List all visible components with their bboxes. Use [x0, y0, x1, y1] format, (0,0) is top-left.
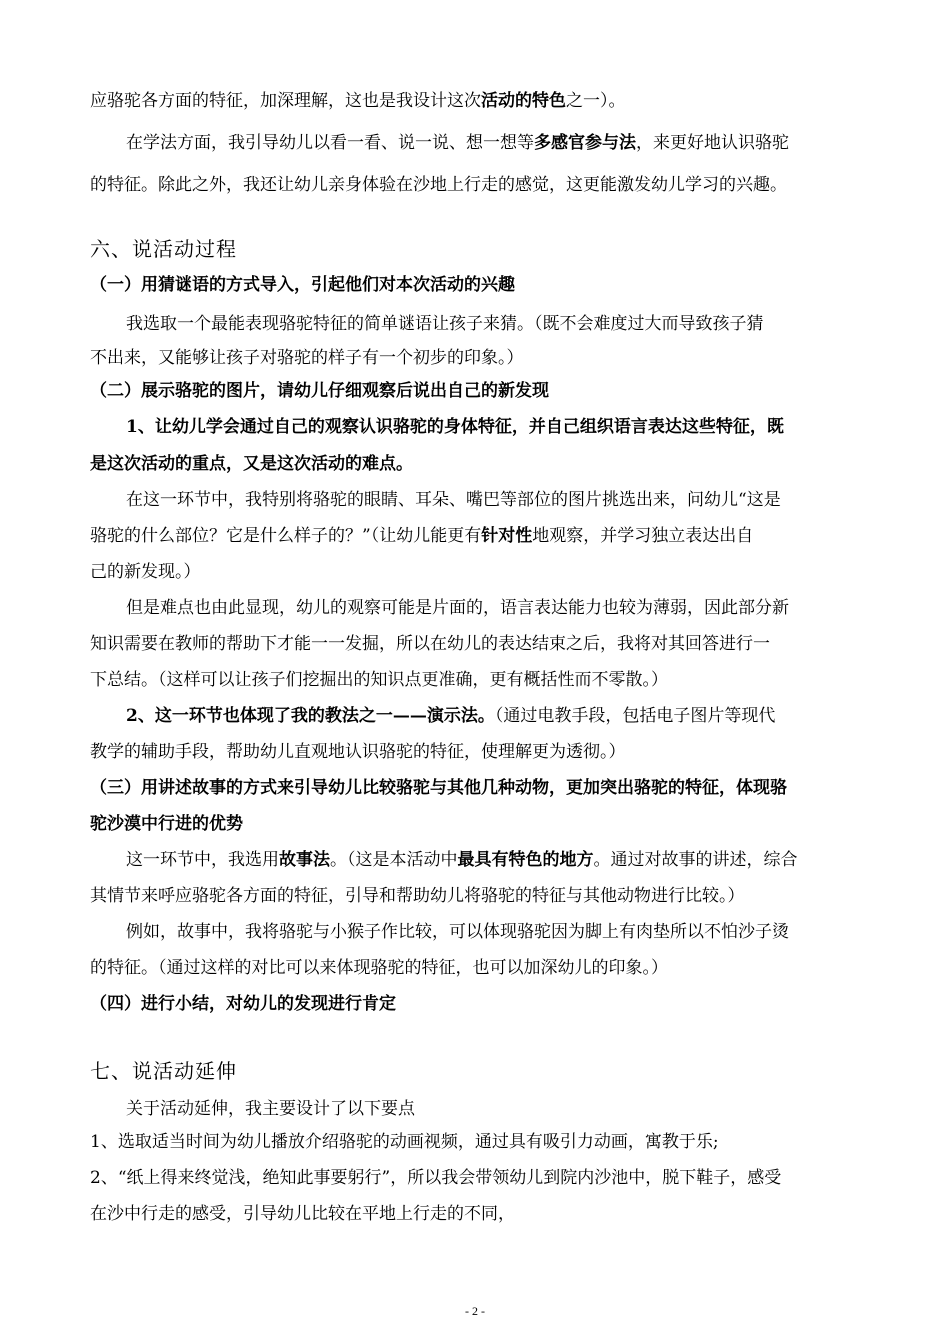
step-2-para-1-line-2 [90, 521, 870, 551]
step-2-para-1-line-3: 己的新发现。） [90, 562, 201, 582]
step-2-point-2-line-2: 教学的辅助手段，帮助幼儿直观地认识骆驼的特征，使理解更为透彻。） [90, 742, 626, 762]
section-7-heading: 七、说活动延伸 [90, 1059, 237, 1083]
study-method-line-1 [126, 128, 870, 158]
step-2-para-2-line-3: 下总结。（这样可以让孩子们挖掘出的知识点更准确，更有概括性而不零散。） [90, 670, 668, 690]
paragraph-method-end [90, 86, 870, 116]
bold-run: 2、这一环节也体现了我的教法之一——演示法。 [126, 706, 495, 726]
step-1-title: （一）用猜谜语的方式导入，引起他们对本次活动的兴趣 [90, 275, 515, 295]
step-1-text-line-2: 不出来，又能够让孩子对骆驼的样子有一个初步的印象。） [90, 348, 524, 368]
section-6-heading: 六、说活动过程 [90, 237, 237, 261]
step-3-para-2-line-1: 例如，故事中，我将骆驼与小猴子作比较，可以体现骆驼因为脚上有肉垫所以不怕沙子烫 [126, 922, 789, 942]
step-2-title: （二）展示骆驼的图片，请幼儿仔细观察后说出自己的新发现 [90, 381, 549, 401]
text-run: 在学法方面，我引导幼儿以看一看、说一说、想一想等 [126, 133, 534, 153]
text-run: ，来更好地认识骆驼 [636, 133, 789, 153]
bold-run: 最具有特色的地方 [457, 850, 594, 870]
text-run: 之一）。 [566, 91, 626, 111]
text-run: 这一环节中，我选用 [126, 850, 279, 870]
text-run: 。通过对故事的讲述，综合 [593, 850, 798, 870]
bold-run: 针对性 [481, 526, 533, 546]
step-4-title: （四）进行小结，对幼儿的发现进行肯定 [90, 994, 396, 1014]
section-7-item-1: 1、选取适当时间为幼儿播放介绍骆驼的动画视频，通过具有吸引力动画，寓教于乐; [90, 1132, 719, 1152]
step-3-title-line-2: 驼沙漠中行进的优势 [90, 814, 243, 834]
text-run: （通过电教手段，包括电子图片等现代 [494, 706, 776, 726]
step-2-para-2-line-1: 但是难点也由此显现，幼儿的观察可能是片面的，语言表达能力也较为薄弱，因此部分新 [126, 598, 789, 618]
step-2-para-1-line-1: 在这一环节中，我特别将骆驼的眼睛、耳朵、嘴巴等部位的图片挑选出来，问幼儿“这是 [126, 490, 781, 510]
section-7-item-2-line-2: 在沙中行走的感受，引导幼儿比较在平地上行走的不同， [90, 1204, 515, 1224]
step-2-point-1-line-1: 1、让幼儿学会通过自己的观察认识骆驼的身体特征，并自己组织语言表达这些特征，既 [126, 417, 784, 437]
text-run: 骆驼的什么部位？它是什么样子的？”（让幼儿能更有 [90, 526, 482, 546]
page-number: - 2 - [465, 1304, 485, 1318]
step-2-point-2-line-1 [126, 701, 870, 731]
bold-run: 活动的特色 [481, 91, 566, 111]
bold-run: 故事法 [279, 850, 330, 870]
bold-run: 多感官参与法 [534, 133, 636, 153]
step-3-title-line-1: （三）用讲述故事的方式来引导幼儿比较骆驼与其他几种动物，更加突出骆驼的特征，体现骆 [90, 778, 787, 798]
step-2-para-2-line-2: 知识需要在教师的帮助下才能一一发掘，所以在幼儿的表达结束之后，我将对其回答进行一 [90, 634, 770, 654]
step-2-point-1-line-2: 是这次活动的重点，又是这次活动的难点。 [90, 454, 413, 474]
text-run: 应骆驼各方面的特征，加深理解，这也是我设计这次 [90, 91, 481, 111]
step-3-para-1-line-2: 其情节来呼应骆驼各方面的特征，引导和帮助幼儿将骆驼的特征与其他动物进行比较。） [90, 886, 745, 906]
text-run: 地观察，并学习独立表达出自 [532, 526, 754, 546]
step-1-text-line-1: 我选取一个最能表现骆驼特征的简单谜语让孩子来猜。（既不会难度过大而导致孩子猜 [126, 314, 764, 334]
study-method-line-2: 的特征。除此之外，我还让幼儿亲身体验在沙地上行走的感觉，这更能激发幼儿学习的兴趣。 [90, 175, 787, 195]
step-3-para-1-line-1 [126, 845, 870, 875]
text-run: 。（这是本活动中 [330, 850, 458, 870]
step-3-para-2-line-2: 的特征。（通过这样的对比可以来体现骆驼的特征，也可以加深幼儿的印象。） [90, 958, 668, 978]
section-7-intro: 关于活动延伸，我主要设计了以下要点 [126, 1099, 415, 1119]
section-7-item-2-line-1: 2、“纸上得来终觉浅，绝知此事要躬行”，所以我会带领幼儿到院内沙池中，脱下鞋子，感受 [90, 1168, 782, 1188]
